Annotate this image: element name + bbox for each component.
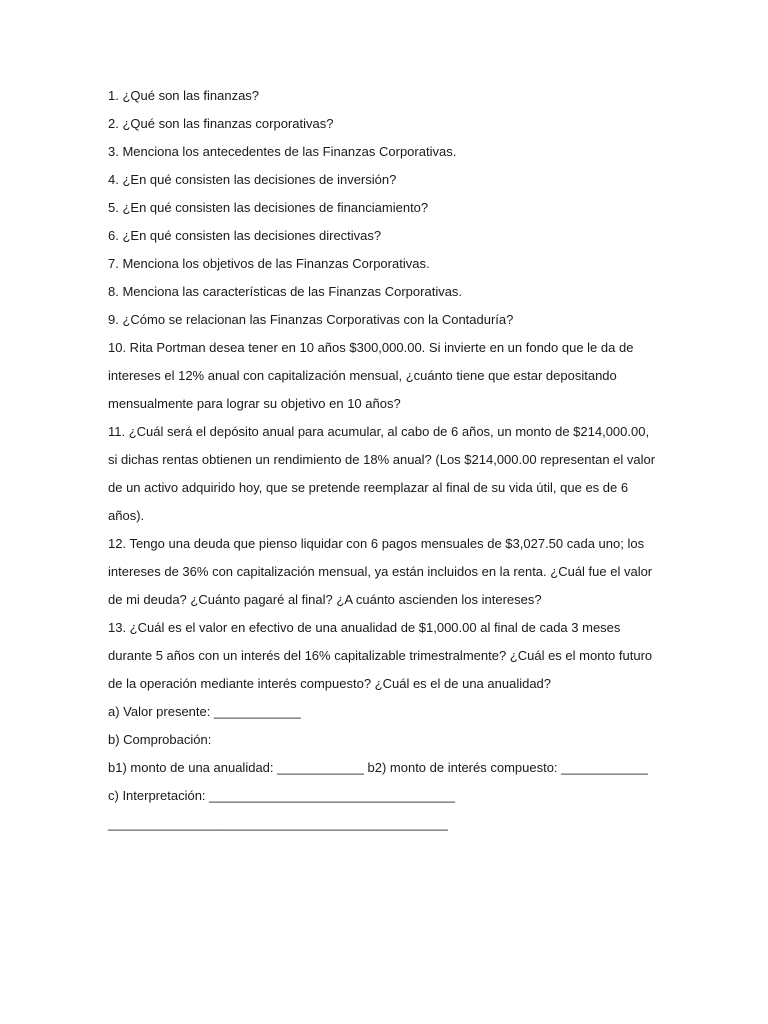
question-1: 1. ¿Qué son las finanzas? (108, 88, 260, 103)
answer-present-value: a) Valor presente: ____________ (108, 704, 301, 719)
question-12-line-2: intereses de 36% con capitalización mensual, ya están incluidos en la renta. ¿Cuál fue el valor (108, 564, 653, 579)
question-11-line-1: 11. ¿Cuál será el depósito anual para acumular, al cabo de 6 años, un monto de $214,000.00, (108, 424, 650, 439)
question-11-line-2: si dichas rentas obtienen un rendimiento de 18% anual? (Los $214,000.00 representan el valor (108, 452, 656, 467)
question-10-line-3: mensualmente para lograr su objetivo en 10 años? (108, 396, 401, 411)
document-page (108, 82, 668, 838)
question-7: 7. Menciona los objetivos de las Finanzas Corporativas. (108, 256, 430, 271)
question-2: 2. ¿Qué son las finanzas corporativas? (108, 116, 334, 131)
question-11-line-4: años). (108, 508, 145, 523)
answer-verification: b) Comprobación: (108, 732, 212, 747)
question-13-line-3: de la operación mediante interés compuesto? ¿Cuál es el de una anualidad? (108, 676, 552, 691)
question-9: 9. ¿Cómo se relacionan las Finanzas Corporativas con la Contaduría? (108, 312, 514, 327)
answer-interpretation: c) Interpretación: __________________________________ (108, 788, 455, 803)
question-13-line-2: durante 5 años con un interés del 16% capitalizable trimestralmente? ¿Cuál es el monto futuro (108, 648, 653, 663)
question-5: 5. ¿En qué consisten las decisiones de financiamiento? (108, 200, 429, 215)
question-11-line-3: de un activo adquirido hoy, que se pretende reemplazar al final de su vida útil, que es de 6 (108, 480, 629, 495)
question-10-line-1: 10. Rita Portman desea tener en 10 años $300,000.00. Si invierte en un fondo que le da de (108, 340, 634, 355)
question-8: 8. Menciona las características de las Finanzas Corporativas. (108, 284, 463, 299)
question-4: 4. ¿En qué consisten las decisiones de inversión? (108, 172, 397, 187)
question-10-line-2: intereses el 12% anual con capitalización mensual, ¿cuánto tiene que estar depositando (108, 368, 617, 383)
answer-blank-line: _______________________________________________ (108, 816, 448, 831)
question-12-line-3: de mi deuda? ¿Cuánto pagaré al final? ¿A cuánto ascienden los intereses? (108, 592, 542, 607)
question-12-line-1: 12. Tengo una deuda que pienso liquidar con 6 pagos mensuales de $3,027.50 cada uno; los (108, 536, 645, 551)
question-13-line-1: 13. ¿Cuál es el valor en efectivo de una anualidad de $1,000.00 al final de cada 3 meses (108, 620, 621, 635)
question-3: 3. Menciona los antecedentes de las Finanzas Corporativas. (108, 144, 457, 159)
answer-amounts: b1) monto de una anualidad: ____________ b2) monto de interés compuesto: ____________ (108, 760, 648, 775)
question-6: 6. ¿En qué consisten las decisiones directivas? (108, 228, 382, 243)
